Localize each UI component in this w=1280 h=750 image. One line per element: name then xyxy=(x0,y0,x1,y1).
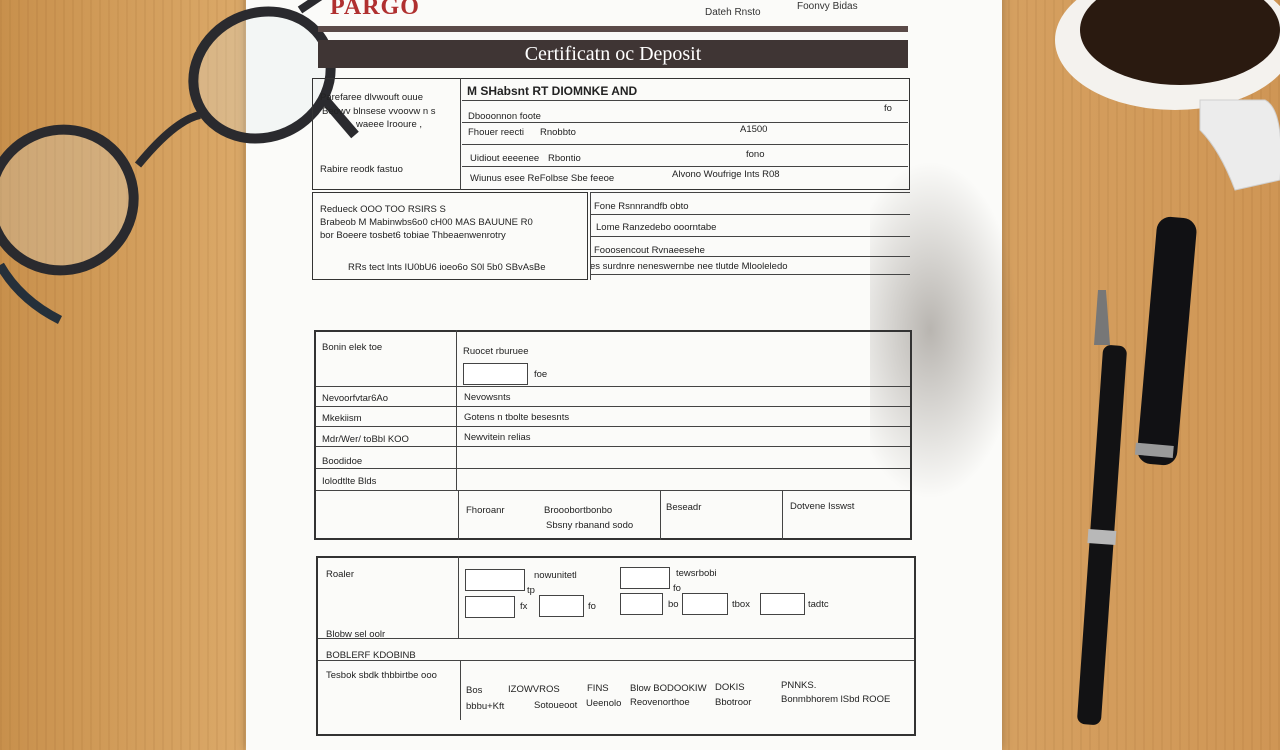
field-label: Mkekiism xyxy=(322,413,362,424)
field-label: Fhouer reecti xyxy=(468,127,524,138)
deposit-note-line: waeee Irooure , xyxy=(356,119,423,130)
pen-cap-icon xyxy=(1125,215,1205,475)
field-value: Nevowsnts xyxy=(464,392,511,403)
field-label: Tesbok sbdk thbbirtbe ooo xyxy=(326,670,437,681)
field-label: tewsrbobi xyxy=(676,568,717,579)
field-label: Dbooonnon foote xyxy=(468,111,541,122)
deposit-note-line: Parefaree dlvwouft ouue xyxy=(320,92,423,103)
cell-divider xyxy=(660,490,661,540)
deposit-note-footer: Rabire reodk fastuo xyxy=(320,164,403,175)
field-value: fono xyxy=(746,149,765,160)
field-mark: tp xyxy=(527,585,535,596)
entry-box[interactable] xyxy=(682,593,728,615)
field-label: Blobw sel oolr xyxy=(326,629,386,640)
column-value: Bonmbhorem lSbd ROOE xyxy=(781,694,891,705)
field-label: Fooosencout Rvnaeesehe xyxy=(594,245,705,256)
header-code-label: Foonvy Bidas xyxy=(797,1,858,12)
column-label: Sbsny rbanand sodo xyxy=(546,520,634,531)
column-label: PNNKS. xyxy=(781,680,817,691)
deposit-note-line: Beowv blnsese vvoovw n s xyxy=(322,106,436,117)
field-value: A1500 xyxy=(740,124,768,135)
field-mark: tadtc xyxy=(808,599,829,610)
section-divider xyxy=(458,556,459,638)
terms-line: bor Boeere tosbet6 tobiae Thbeaenwenrotry xyxy=(320,230,506,241)
field-value: Rbontio xyxy=(548,153,581,164)
field-label: Nevoorfvtar6Ao xyxy=(322,393,389,404)
entry-box[interactable] xyxy=(465,596,515,618)
column-label: Brooobortbonbo xyxy=(544,505,613,516)
column-label: Bos xyxy=(466,685,483,696)
row-rule xyxy=(462,166,908,167)
entry-box[interactable] xyxy=(539,595,584,617)
column-label: FINS xyxy=(587,683,609,694)
signature-section xyxy=(316,556,916,736)
brand-logo: PARGO xyxy=(330,0,420,20)
field-value: Gotens n tbolte besesnts xyxy=(464,412,570,423)
fountain-pen-icon xyxy=(1050,285,1130,725)
row-rule xyxy=(316,446,910,447)
field-mark: fo xyxy=(588,601,596,612)
header-date-label: Dateh Rnsto xyxy=(705,7,761,18)
field-mark: fx xyxy=(520,601,528,612)
field-value: Newvitein relias xyxy=(464,432,531,443)
field-label: Mdr/Wer/ toBbl KOO xyxy=(322,434,409,445)
row-rule xyxy=(590,236,910,237)
column-value: Sotoueoot xyxy=(534,700,578,711)
column-label: IZOWVROS xyxy=(508,684,560,695)
row-rule xyxy=(316,386,910,387)
amount-input[interactable] xyxy=(463,363,528,385)
section-divider xyxy=(456,330,457,490)
row-rule xyxy=(590,214,910,215)
cell-divider xyxy=(782,490,783,540)
entry-box[interactable] xyxy=(760,593,805,615)
field-label: Fone Rsnnrandfb obto xyxy=(594,201,689,212)
row-rule xyxy=(590,192,910,193)
terms-line: Brabeob M Mabinwbs6o0 cH00 MAS BAUUNE R0 xyxy=(320,217,533,228)
row-rule xyxy=(316,468,910,469)
field-unit: foe xyxy=(534,369,548,380)
terms-footer: RRs tect lnts IU0bU6 ioeo6o S0l 5b0 SBvAsBe xyxy=(348,262,546,273)
column-value: bbbu+Kft xyxy=(466,701,505,712)
terms-line: Redueck OOO TOO RSIRS S xyxy=(320,204,446,215)
coffee-mug-icon xyxy=(1050,0,1280,240)
field-value: Rnobbto xyxy=(540,127,576,138)
row-rule xyxy=(462,144,908,145)
row-rule xyxy=(316,406,910,407)
field-value: Alvono Woufrige Ints R08 xyxy=(672,169,780,180)
section-divider xyxy=(590,192,591,280)
entry-box[interactable] xyxy=(465,569,525,591)
field-label: BOBLERF KDOBINB xyxy=(326,650,416,661)
column-label: Beseadr xyxy=(666,502,702,513)
cell-divider xyxy=(458,490,459,540)
field-label: Uidiout eeeenee xyxy=(470,153,540,164)
field-label: Bonin elek toe xyxy=(322,342,383,353)
row-rule xyxy=(316,426,910,427)
header-rule xyxy=(318,26,908,32)
row-rule xyxy=(590,274,910,275)
field-label: Lome Ranzedebo ooorntabe xyxy=(596,222,717,233)
column-label: DOKIS xyxy=(715,682,745,693)
field-mark: bo xyxy=(668,599,679,610)
row-rule xyxy=(318,660,914,661)
field-mark: tbox xyxy=(732,599,750,610)
column-label: Blow BODOOKIW xyxy=(630,683,707,694)
column-value: Reovenorthoe xyxy=(630,697,690,708)
field-label: Iolodtlte Blds xyxy=(322,476,377,487)
field-label: Boodidoe xyxy=(322,456,363,467)
section-divider xyxy=(460,78,461,190)
entry-box[interactable] xyxy=(620,567,670,589)
field-label: Ruocet rburuee xyxy=(463,346,529,357)
entry-box[interactable] xyxy=(620,593,663,615)
row-rule xyxy=(462,100,908,101)
field-label: nowunitetl xyxy=(534,570,577,581)
row-rule xyxy=(462,122,908,123)
row-rule xyxy=(318,638,914,639)
field-mark: fo xyxy=(673,583,681,594)
column-label: Dotvene Isswst xyxy=(790,501,855,512)
field-label: Wiunus esee ReFolbse Sbe feeoe xyxy=(470,173,615,184)
field-label: es surdnre neneswernbe nee tlutde Mlooleledo xyxy=(590,261,788,272)
section-divider xyxy=(460,660,461,720)
field-label: Roaler xyxy=(326,569,354,580)
section-heading: M SHabsnt RT DIOMNKE AND xyxy=(467,84,638,98)
form-title: Certificatn oc Deposit xyxy=(318,40,908,68)
row-rule xyxy=(316,490,910,491)
column-label: Fhoroanr xyxy=(466,505,505,516)
field-value: fo xyxy=(884,103,892,114)
column-value: Ueenolo xyxy=(586,698,622,709)
row-rule xyxy=(590,256,910,257)
column-value: Bbotroor xyxy=(715,697,752,708)
